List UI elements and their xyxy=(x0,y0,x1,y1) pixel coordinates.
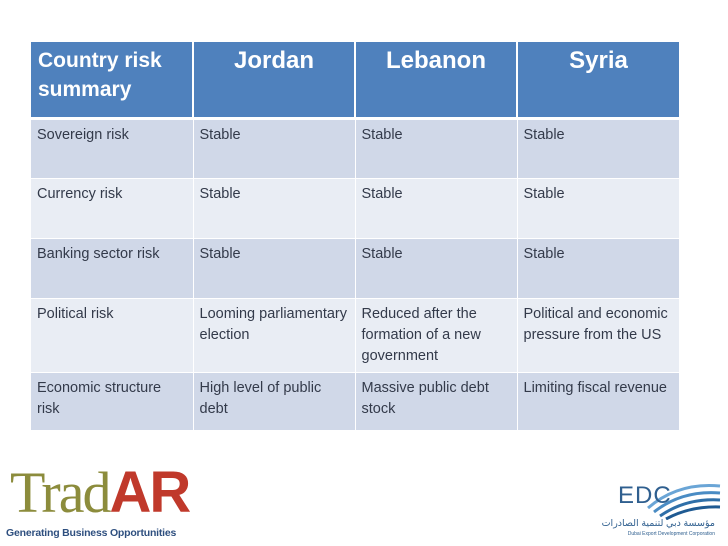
tradar-logo xyxy=(4,460,190,544)
table-cell: Stable xyxy=(517,178,679,238)
edc-wordmark: EDC xyxy=(618,482,672,509)
tradar-wordmark xyxy=(10,460,189,526)
table-cell: Stable xyxy=(193,178,355,238)
edc-english-name: Dubai Export Development Corporation xyxy=(627,531,715,537)
row-label: Sovereign risk xyxy=(31,118,193,178)
table-row xyxy=(31,118,679,178)
table-header-row xyxy=(31,42,679,118)
table-cell: Stable xyxy=(355,238,517,298)
tradar-word-trad: Trad xyxy=(10,460,110,525)
table-cell: Looming parliamentary election xyxy=(193,298,355,372)
table-row xyxy=(31,238,679,298)
tradar-word-ar: AR xyxy=(109,460,190,525)
header-lebanon: Lebanon xyxy=(355,42,517,118)
table-row xyxy=(31,372,679,430)
table-cell: Stable xyxy=(193,238,355,298)
table-row xyxy=(31,298,679,372)
row-label: Currency risk xyxy=(31,178,193,238)
table-cell: Stable xyxy=(355,118,517,178)
header-country-risk-summary: Country risk summary xyxy=(31,42,193,118)
edc-logo xyxy=(601,480,723,544)
table-cell: Limiting fiscal revenue xyxy=(517,372,679,430)
table-cell: High level of public debt xyxy=(193,372,355,430)
header-syria: Syria xyxy=(517,42,679,118)
table-cell: Stable xyxy=(193,118,355,178)
edc-arabic-name: مؤسسة دبي لتنمية الصادرات xyxy=(601,518,715,529)
table-cell: Reduced after the formation of a new government xyxy=(355,298,517,372)
table-cell: Stable xyxy=(355,178,517,238)
row-label: Political risk xyxy=(31,298,193,372)
table-cell: Stable xyxy=(517,118,679,178)
country-risk-table xyxy=(31,42,679,431)
header-jordan: Jordan xyxy=(193,42,355,118)
tradar-tagline: Generating Business Opportunities xyxy=(6,527,177,539)
table-row xyxy=(31,178,679,238)
row-label: Economic structure risk xyxy=(31,372,193,430)
table-cell: Massive public debt stock xyxy=(355,372,517,430)
row-label: Banking sector risk xyxy=(31,238,193,298)
table-cell: Stable xyxy=(517,238,679,298)
table-cell: Political and economic pressure from the US xyxy=(517,298,679,372)
